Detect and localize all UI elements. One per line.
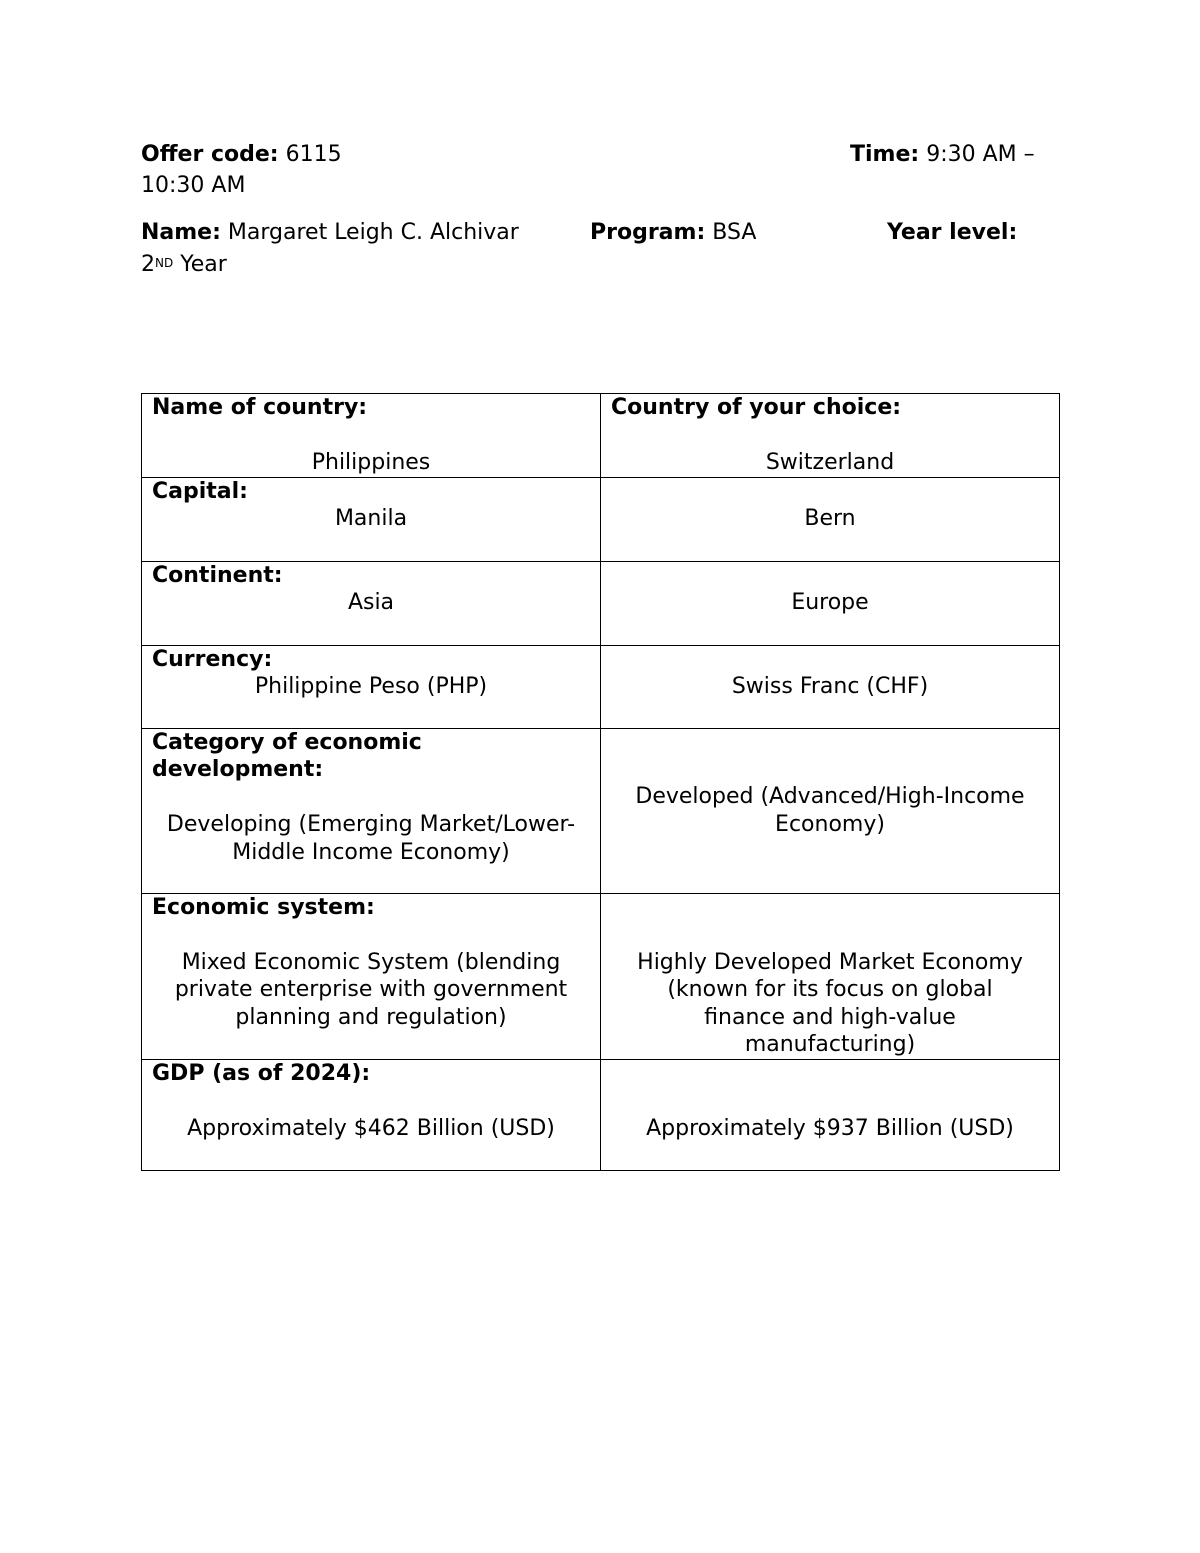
category-b-line1: Developed (Advanced/High-Income xyxy=(635,784,1025,809)
year-word: Year xyxy=(180,252,227,277)
program-value: BSA xyxy=(712,220,757,245)
table-row-currency xyxy=(142,645,1060,728)
cell-category-b xyxy=(601,728,1060,893)
system-label: Economic system: xyxy=(152,894,375,920)
country-b-value: Switzerland xyxy=(765,450,895,475)
category-a-line1: Developing (Emerging Market/Lower- xyxy=(166,812,576,837)
choice-label: Country of your choice: xyxy=(611,395,902,420)
currency-a-value: Philippine Peso (PHP) xyxy=(254,674,488,699)
year-level-value xyxy=(141,250,227,280)
name-label: Name: xyxy=(141,220,221,245)
year-number: 2 xyxy=(141,252,155,277)
country-comparison-table xyxy=(141,393,1060,1171)
category-b-line2: Economy) xyxy=(775,811,885,837)
cell-continent-a xyxy=(142,561,601,645)
gdp-b-value: Approximately $937 Billion (USD) xyxy=(646,1115,1014,1141)
cell-capital-b xyxy=(601,477,1060,561)
country-label: Name of country: xyxy=(152,395,368,420)
year-level-label: Year level: xyxy=(887,220,1018,245)
continent-a-value: Asia xyxy=(347,590,395,615)
system-a-line3: planning and regulation) xyxy=(235,1004,507,1030)
time-value-continued: 10:30 AM xyxy=(141,173,246,198)
currency-label: Currency: xyxy=(152,646,273,672)
cell-category-a xyxy=(142,728,601,893)
cell-system-a xyxy=(142,893,601,1059)
gdp-a-value: Approximately $462 Billion (USD) xyxy=(187,1115,555,1141)
system-a-line2: private enterprise with government xyxy=(174,977,568,1002)
capital-label: Capital: xyxy=(152,478,248,504)
cell-country-a xyxy=(142,394,601,478)
system-b-line4: manufacturing) xyxy=(744,1032,916,1057)
capital-b-value: Bern xyxy=(804,506,856,531)
table-row-gdp xyxy=(142,1059,1060,1170)
system-b-line1: Highly Developed Market Economy xyxy=(637,949,1023,975)
cell-country-b xyxy=(601,394,1060,478)
program-label: Program: xyxy=(590,220,706,245)
category-label-line2: development: xyxy=(152,757,324,782)
cell-system-b xyxy=(601,893,1060,1059)
year-level-line xyxy=(887,218,1017,248)
table-row-economic-system xyxy=(142,893,1060,1059)
offer-code-label: Offer code: xyxy=(141,142,279,167)
year-superscript: ND xyxy=(155,256,174,270)
cell-currency-b xyxy=(601,645,1060,728)
name-line xyxy=(141,218,519,248)
table-row-country xyxy=(142,394,1060,478)
system-b-line3: finance and high-value xyxy=(704,1004,956,1030)
time-label: Time: xyxy=(850,142,920,167)
category-a-line2: Middle Income Economy) xyxy=(232,839,510,865)
capital-a-value: Manila xyxy=(334,506,408,531)
cell-gdp-b xyxy=(601,1059,1060,1170)
table-row-continent xyxy=(142,561,1060,645)
cell-gdp-a xyxy=(142,1059,601,1170)
cell-continent-b xyxy=(601,561,1060,645)
system-b-line2: (known for its focus on global xyxy=(667,977,993,1002)
offer-code-line xyxy=(141,140,342,170)
continent-label: Continent: xyxy=(152,562,283,588)
gdp-label: GDP (as of 2024): xyxy=(152,1060,371,1086)
system-a-line1: Mixed Economic System (blending xyxy=(181,949,561,975)
continent-b-value: Europe xyxy=(791,590,869,615)
cell-currency-a xyxy=(142,645,601,728)
offer-code-value: 6115 xyxy=(285,142,342,167)
cell-capital-a xyxy=(142,477,601,561)
category-label-line1: Category of economic xyxy=(152,729,422,755)
time-line xyxy=(850,140,1035,170)
program-line xyxy=(590,218,756,248)
table-row-capital xyxy=(142,477,1060,561)
currency-b-value: Swiss Franc (CHF) xyxy=(731,674,929,699)
name-value: Margaret Leigh C. Alchivar xyxy=(227,220,519,245)
time-value: 9:30 AM – xyxy=(926,142,1035,167)
country-a-value: Philippines xyxy=(311,450,431,475)
table-row-category xyxy=(142,728,1060,893)
